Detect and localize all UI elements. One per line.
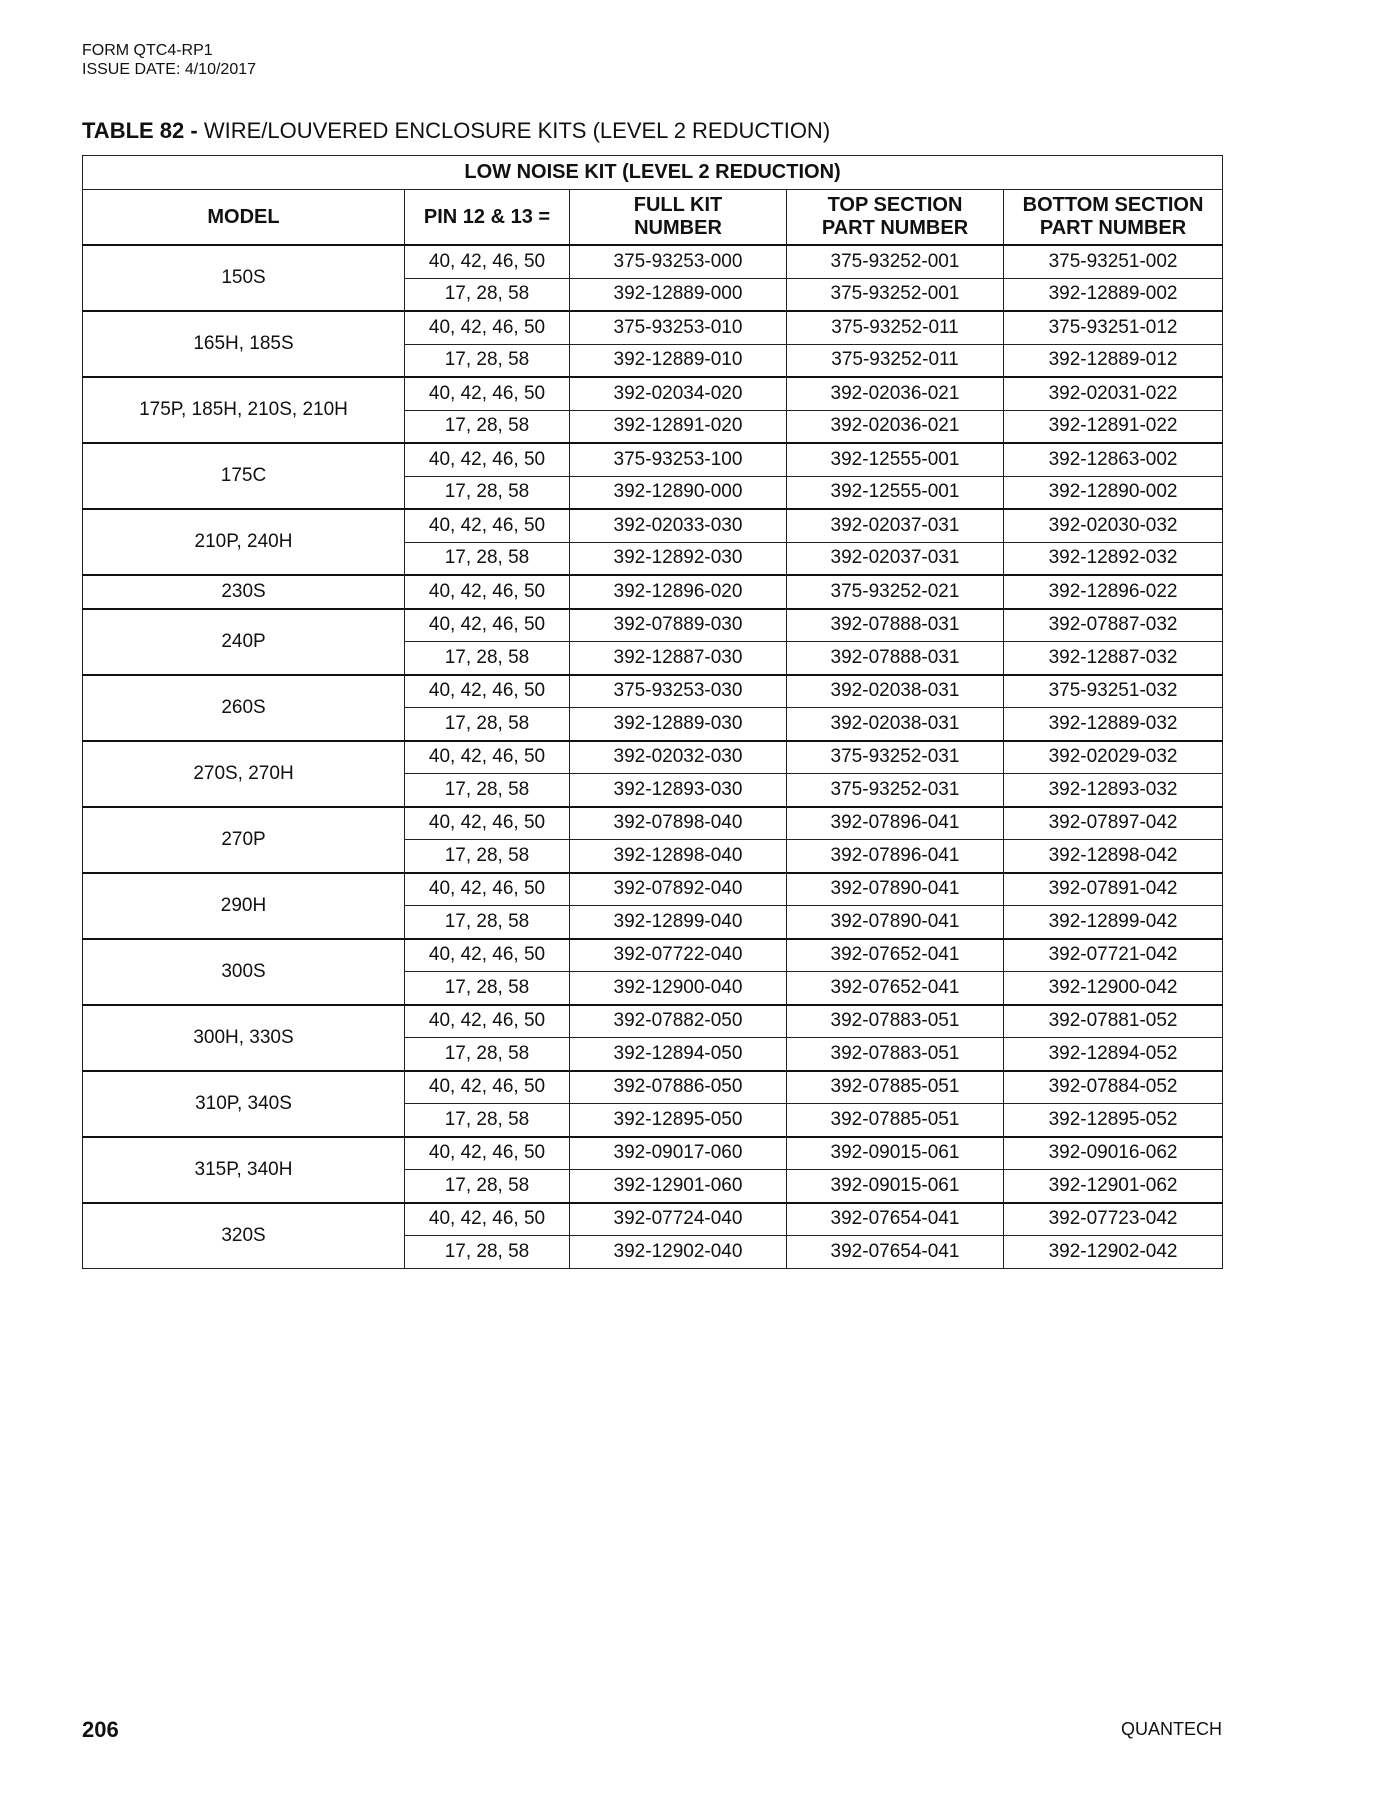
top-section-cell: 392-07883-051 <box>787 1038 1004 1071</box>
full-kit-cell: 392-02033-030 <box>570 509 787 542</box>
column-header-line: MODEL <box>207 205 280 228</box>
bottom-section-cell: 392-12902-042 <box>1004 1236 1223 1269</box>
table-row <box>83 1005 1223 1038</box>
top-section-cell: 392-07654-041 <box>787 1236 1004 1269</box>
pin-cell: 17, 28, 58 <box>405 774 570 807</box>
bottom-section-cell: 375-93251-012 <box>1004 311 1223 344</box>
model-cell: 230S <box>83 575 405 609</box>
column-header-line: PIN 12 & 13 = <box>423 205 551 228</box>
full-kit-cell: 392-12889-010 <box>570 344 787 377</box>
model-cell: 175C <box>83 443 405 509</box>
table-row <box>83 807 1223 840</box>
bottom-section-cell: 392-12890-002 <box>1004 476 1223 509</box>
bottom-section-cell: 392-12892-032 <box>1004 542 1223 575</box>
kit-title-row <box>83 156 1223 190</box>
table-body <box>83 245 1223 1268</box>
table-row <box>83 1071 1223 1104</box>
full-kit-cell: 392-12890-000 <box>570 476 787 509</box>
pin-cell: 17, 28, 58 <box>405 642 570 675</box>
pin-cell: 17, 28, 58 <box>405 840 570 873</box>
full-kit-cell: 392-12887-030 <box>570 642 787 675</box>
bottom-section-cell: 392-02031-022 <box>1004 377 1223 410</box>
top-section-cell: 392-07885-051 <box>787 1071 1004 1104</box>
table-row <box>83 575 1223 609</box>
full-kit-cell: 392-07889-030 <box>570 609 787 642</box>
full-kit-cell: 392-12898-040 <box>570 840 787 873</box>
pin-cell: 40, 42, 46, 50 <box>405 443 570 476</box>
model-cell: 300S <box>83 939 405 1005</box>
pin-cell: 40, 42, 46, 50 <box>405 873 570 906</box>
pin-cell: 17, 28, 58 <box>405 1104 570 1137</box>
column-header-model <box>83 190 405 246</box>
full-kit-cell: 392-12901-060 <box>570 1170 787 1203</box>
pin-cell: 17, 28, 58 <box>405 1170 570 1203</box>
full-kit-cell: 375-93253-000 <box>570 245 787 278</box>
bottom-section-cell: 392-12898-042 <box>1004 840 1223 873</box>
top-section-cell: 392-07896-041 <box>787 807 1004 840</box>
column-header-line: NUMBER <box>634 217 722 239</box>
model-cell: 300H, 330S <box>83 1005 405 1071</box>
table-row <box>83 245 1223 278</box>
top-section-cell: 375-93252-021 <box>787 575 1004 609</box>
column-header-row <box>83 190 1223 246</box>
pin-cell: 17, 28, 58 <box>405 1038 570 1071</box>
top-section-cell: 375-93252-011 <box>787 344 1004 377</box>
bottom-section-cell: 392-07897-042 <box>1004 807 1223 840</box>
pin-cell: 40, 42, 46, 50 <box>405 939 570 972</box>
pin-cell: 40, 42, 46, 50 <box>405 1137 570 1170</box>
pin-cell: 17, 28, 58 <box>405 410 570 443</box>
top-section-cell: 392-07888-031 <box>787 609 1004 642</box>
bottom-section-cell: 392-07891-042 <box>1004 873 1223 906</box>
full-kit-cell: 392-12899-040 <box>570 906 787 939</box>
table-title-text: WIRE/LOUVERED ENCLOSURE KITS (LEVEL 2 REDUCTION) <box>203 118 831 143</box>
bottom-section-cell: 392-07887-032 <box>1004 609 1223 642</box>
top-section-cell: 392-07652-041 <box>787 972 1004 1005</box>
bottom-section-cell: 375-93251-002 <box>1004 245 1223 278</box>
full-kit-cell: 392-12894-050 <box>570 1038 787 1071</box>
pin-cell: 40, 42, 46, 50 <box>405 609 570 642</box>
full-kit-cell: 392-09017-060 <box>570 1137 787 1170</box>
top-section-cell: 392-07883-051 <box>787 1005 1004 1038</box>
full-kit-cell: 392-07898-040 <box>570 807 787 840</box>
pin-cell: 40, 42, 46, 50 <box>405 1005 570 1038</box>
table-row <box>83 675 1223 708</box>
table-row <box>83 1203 1223 1236</box>
enclosure-kits-table <box>82 155 1223 1269</box>
pin-cell: 17, 28, 58 <box>405 278 570 311</box>
bottom-section-cell: 392-12863-002 <box>1004 443 1223 476</box>
top-section-cell: 392-09015-061 <box>787 1170 1004 1203</box>
full-kit-cell: 392-02034-020 <box>570 377 787 410</box>
top-section-cell: 392-12555-001 <box>787 443 1004 476</box>
top-section-cell: 375-93252-011 <box>787 311 1004 344</box>
table-row <box>83 873 1223 906</box>
full-kit-cell: 392-07886-050 <box>570 1071 787 1104</box>
top-section-cell: 375-93252-031 <box>787 774 1004 807</box>
column-header-line: FULL KIT <box>633 194 723 216</box>
full-kit-cell: 392-12902-040 <box>570 1236 787 1269</box>
bottom-section-cell: 392-12895-052 <box>1004 1104 1223 1137</box>
top-section-cell: 392-07890-041 <box>787 906 1004 939</box>
column-header-line: BOTTOM SECTION <box>1022 194 1204 216</box>
table-row <box>83 1137 1223 1170</box>
full-kit-cell: 392-07882-050 <box>570 1005 787 1038</box>
full-kit-cell: 392-12889-030 <box>570 708 787 741</box>
column-header-line: PART NUMBER <box>821 217 969 239</box>
pin-cell: 40, 42, 46, 50 <box>405 245 570 278</box>
model-cell: 260S <box>83 675 405 741</box>
top-section-cell: 392-07890-041 <box>787 873 1004 906</box>
model-cell: 165H, 185S <box>83 311 405 377</box>
bottom-section-cell: 392-12889-012 <box>1004 344 1223 377</box>
bottom-section-cell: 392-07723-042 <box>1004 1203 1223 1236</box>
pin-cell: 17, 28, 58 <box>405 1236 570 1269</box>
top-section-cell: 392-02036-021 <box>787 410 1004 443</box>
pin-cell: 17, 28, 58 <box>405 972 570 1005</box>
enclosure-kits-table-wrap <box>82 155 1222 1269</box>
column-header-pin <box>405 190 570 246</box>
model-cell: 290H <box>83 873 405 939</box>
bottom-section-cell: 392-07884-052 <box>1004 1071 1223 1104</box>
bottom-section-cell: 392-02029-032 <box>1004 741 1223 774</box>
model-cell: 150S <box>83 245 405 311</box>
bottom-section-cell: 392-07721-042 <box>1004 939 1223 972</box>
bottom-section-cell: 392-02030-032 <box>1004 509 1223 542</box>
table-row <box>83 443 1223 476</box>
pin-cell: 40, 42, 46, 50 <box>405 575 570 609</box>
pin-cell: 17, 28, 58 <box>405 542 570 575</box>
bottom-section-cell: 392-12896-022 <box>1004 575 1223 609</box>
bottom-section-cell: 375-93251-032 <box>1004 675 1223 708</box>
table-row <box>83 609 1223 642</box>
column-header-full-kit <box>570 190 787 246</box>
bottom-section-cell: 392-12889-032 <box>1004 708 1223 741</box>
pin-cell: 17, 28, 58 <box>405 344 570 377</box>
top-section-cell: 375-93252-001 <box>787 245 1004 278</box>
full-kit-cell: 392-07722-040 <box>570 939 787 972</box>
pin-cell: 40, 42, 46, 50 <box>405 741 570 774</box>
top-section-cell: 392-07885-051 <box>787 1104 1004 1137</box>
column-header-top-section <box>787 190 1004 246</box>
top-section-cell: 392-07652-041 <box>787 939 1004 972</box>
model-cell: 270P <box>83 807 405 873</box>
top-section-cell: 392-07896-041 <box>787 840 1004 873</box>
form-info <box>82 41 256 79</box>
column-header-line: TOP SECTION <box>827 194 963 216</box>
full-kit-cell: 392-07892-040 <box>570 873 787 906</box>
bottom-section-cell: 392-12899-042 <box>1004 906 1223 939</box>
full-kit-cell: 392-12895-050 <box>570 1104 787 1137</box>
bottom-section-cell: 392-12893-032 <box>1004 774 1223 807</box>
full-kit-cell: 392-12889-000 <box>570 278 787 311</box>
model-cell: 240P <box>83 609 405 675</box>
top-section-cell: 392-12555-001 <box>787 476 1004 509</box>
full-kit-cell: 375-93253-010 <box>570 311 787 344</box>
model-cell: 310P, 340S <box>83 1071 405 1137</box>
model-cell: 210P, 240H <box>83 509 405 575</box>
top-section-cell: 375-93252-031 <box>787 741 1004 774</box>
top-section-cell: 392-02038-031 <box>787 708 1004 741</box>
full-kit-cell: 392-12892-030 <box>570 542 787 575</box>
pin-cell: 17, 28, 58 <box>405 906 570 939</box>
top-section-cell: 392-02037-031 <box>787 509 1004 542</box>
pin-cell: 40, 42, 46, 50 <box>405 509 570 542</box>
pin-cell: 17, 28, 58 <box>405 476 570 509</box>
full-kit-cell: 375-93253-030 <box>570 675 787 708</box>
table-row <box>83 311 1223 344</box>
bottom-section-cell: 392-12901-062 <box>1004 1170 1223 1203</box>
issue-date: ISSUE DATE: 4/10/2017 <box>82 61 257 78</box>
table-row <box>83 377 1223 410</box>
pin-cell: 17, 28, 58 <box>405 708 570 741</box>
pin-cell: 40, 42, 46, 50 <box>405 1203 570 1236</box>
pin-cell: 40, 42, 46, 50 <box>405 1071 570 1104</box>
bottom-section-cell: 392-09016-062 <box>1004 1137 1223 1170</box>
bottom-section-cell: 392-12887-032 <box>1004 642 1223 675</box>
pin-cell: 40, 42, 46, 50 <box>405 807 570 840</box>
pin-cell: 40, 42, 46, 50 <box>405 311 570 344</box>
form-number: FORM QTC4-RP1 <box>82 42 213 59</box>
page-number: 206 <box>82 1717 119 1742</box>
pin-cell: 40, 42, 46, 50 <box>405 675 570 708</box>
top-section-cell: 392-02037-031 <box>787 542 1004 575</box>
model-cell: 315P, 340H <box>83 1137 405 1203</box>
pin-cell: 40, 42, 46, 50 <box>405 377 570 410</box>
full-kit-cell: 392-12900-040 <box>570 972 787 1005</box>
table-row <box>83 741 1223 774</box>
full-kit-cell: 392-12891-020 <box>570 410 787 443</box>
model-cell: 270S, 270H <box>83 741 405 807</box>
bottom-section-cell: 392-12894-052 <box>1004 1038 1223 1071</box>
model-cell: 320S <box>83 1203 405 1269</box>
table-title <box>82 118 830 144</box>
top-section-cell: 392-02036-021 <box>787 377 1004 410</box>
brand-name: QUANTECH <box>1120 1719 1222 1739</box>
full-kit-cell: 392-12893-030 <box>570 774 787 807</box>
full-kit-cell: 392-02032-030 <box>570 741 787 774</box>
model-cell: 175P, 185H, 210S, 210H <box>83 377 405 443</box>
top-section-cell: 392-02038-031 <box>787 675 1004 708</box>
table-row <box>83 939 1223 972</box>
top-section-cell: 375-93252-001 <box>787 278 1004 311</box>
bottom-section-cell: 392-12891-022 <box>1004 410 1223 443</box>
top-section-cell: 392-09015-061 <box>787 1137 1004 1170</box>
table-title-label: TABLE 82 - <box>82 118 198 143</box>
column-header-line: PART NUMBER <box>1039 217 1187 239</box>
bottom-section-cell: 392-12900-042 <box>1004 972 1223 1005</box>
top-section-cell: 392-07888-031 <box>787 642 1004 675</box>
bottom-section-cell: 392-12889-002 <box>1004 278 1223 311</box>
full-kit-cell: 375-93253-100 <box>570 443 787 476</box>
full-kit-cell: 392-12896-020 <box>570 575 787 609</box>
top-section-cell: 392-07654-041 <box>787 1203 1004 1236</box>
column-header-bottom-section <box>1004 190 1223 246</box>
bottom-section-cell: 392-07881-052 <box>1004 1005 1223 1038</box>
full-kit-cell: 392-07724-040 <box>570 1203 787 1236</box>
table-row <box>83 509 1223 542</box>
kit-title: LOW NOISE KIT (LEVEL 2 REDUCTION) <box>83 156 1223 190</box>
